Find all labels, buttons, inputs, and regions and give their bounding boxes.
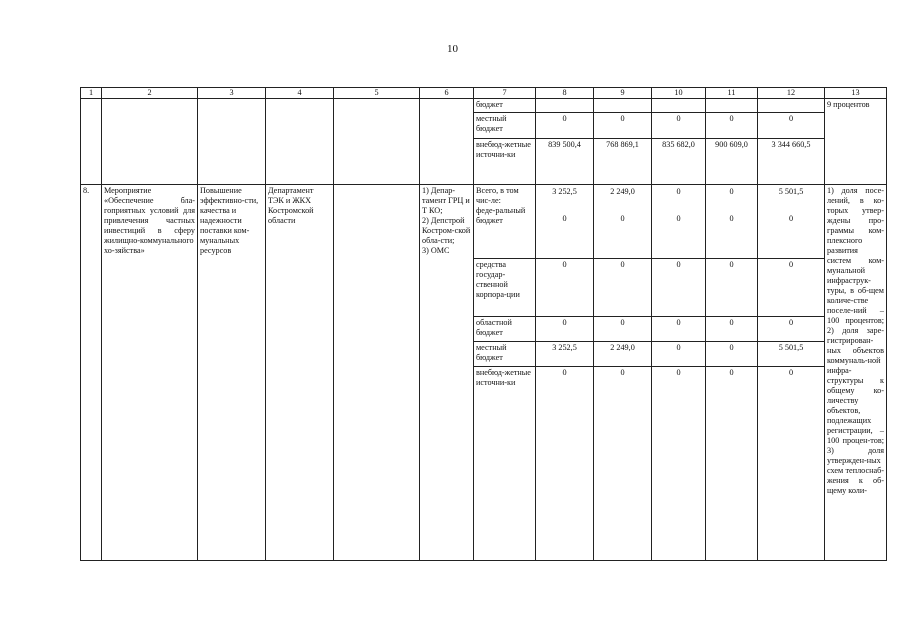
value-cell: 0	[652, 317, 706, 342]
funding-source-total: Всего, в том чис-ле:	[476, 186, 519, 205]
funding-source: областной бюджет	[474, 317, 536, 342]
program-table	[80, 87, 887, 561]
value-cell: 0	[536, 367, 594, 561]
header-cell: 12	[758, 88, 825, 99]
funding-source: местный бюджет	[474, 113, 536, 139]
header-cell: 13	[825, 88, 887, 99]
item-number: 8.	[81, 185, 102, 561]
value-cell: 0	[758, 113, 825, 139]
header-cell: 2	[102, 88, 198, 99]
header-cell: 8	[536, 88, 594, 99]
table-row	[81, 99, 887, 113]
page-number: 10	[447, 43, 458, 55]
header-cell: 10	[652, 88, 706, 99]
value-cell: 0	[758, 367, 825, 561]
header-cell: 11	[706, 88, 758, 99]
value-cell: 0	[652, 259, 706, 317]
header-cell: 1	[81, 88, 102, 99]
header-cell: 7	[474, 88, 536, 99]
executor: 1) Депар-тамент ГРЦ и Т КО;	[422, 186, 470, 215]
value-cell	[594, 185, 652, 259]
value-cell: 3 252,5	[536, 342, 594, 367]
value-cell	[706, 185, 758, 259]
value-cell: 0	[652, 367, 706, 561]
empty-cell	[594, 99, 652, 113]
funding-source: внебюд-жетные источни-ки	[474, 367, 536, 561]
value-cell: 0	[706, 342, 758, 367]
empty-cell	[266, 99, 334, 185]
item-name: Мероприятие «Обеспечение бла-гоприятных условий для привлечения частных инвестиций в сферу жилищно-коммунального хо-зяйства»	[102, 185, 198, 561]
value-cell: 0	[594, 367, 652, 561]
header-cell: 4	[266, 88, 334, 99]
item-responsible: Департамент ТЭК и ЖКХ Костромской области	[266, 185, 334, 561]
value-cell: 0	[706, 113, 758, 139]
value-cell: 0	[536, 317, 594, 342]
value-federal: 0	[562, 214, 567, 223]
value-cell: 3 344 660,5	[758, 139, 825, 185]
funding-source: средства государ-ственной корпора-ции	[474, 259, 536, 317]
empty-cell	[334, 99, 420, 185]
value-cell: 0	[594, 113, 652, 139]
indicator-text: 9 процентов	[825, 99, 887, 185]
value-total: 2 249,0	[610, 187, 635, 196]
value-cell	[652, 185, 706, 259]
funding-source: бюджет	[474, 99, 536, 113]
value-total: 3 252,5	[552, 187, 577, 196]
executor: 2) Депстрой Костром-ской обла-сти;	[422, 216, 471, 245]
value-total: 5 501,5	[778, 187, 804, 196]
header-cell: 5	[334, 88, 420, 99]
empty-cell	[536, 99, 594, 113]
empty-cell	[706, 99, 758, 113]
item-executors	[420, 185, 474, 561]
value-cell: 0	[706, 259, 758, 317]
funding-source: внебюд-жетные источни-ки	[474, 139, 536, 185]
executor: 3) ОМС	[422, 246, 450, 255]
empty-cell	[81, 99, 102, 185]
value-cell: 0	[758, 259, 825, 317]
empty-cell	[758, 99, 825, 113]
value-cell: 835 682,0	[652, 139, 706, 185]
value-cell: 5 501,5	[758, 342, 825, 367]
value-federal: 0	[788, 214, 794, 223]
indicator-text: 1) доля посе-лений, в ко-торых утвер-ждены про-граммы ком-плексного развития систем ком-мунальной инфраструк-туры, в об-щем количе-стве поселе-ний – 100 процентов; 2) доля заре-гистрирован-ных объектов коммуналь-ной инфра-структуры к общему ко-личеству объектов, подлежащих регистрации, – 100 процен-тов; 3) доля утвержден-ных схем теплоснаб-жения к об-щему коли-	[825, 185, 887, 561]
funding-source-federal: феде-ральный бюджет	[476, 206, 526, 225]
value-total: 0	[676, 187, 681, 196]
item-col5	[334, 185, 420, 561]
value-cell: 839 500,4	[536, 139, 594, 185]
value-cell: 0	[652, 113, 706, 139]
header-row	[81, 88, 887, 99]
value-federal: 0	[620, 214, 625, 223]
empty-cell	[652, 99, 706, 113]
value-cell: 0	[706, 367, 758, 561]
value-federal: 0	[729, 214, 734, 223]
value-total: 0	[729, 187, 734, 196]
value-cell: 900 609,0	[706, 139, 758, 185]
value-federal: 0	[676, 214, 681, 223]
value-cell: 0	[706, 317, 758, 342]
funding-source	[474, 185, 536, 259]
value-cell	[758, 185, 825, 259]
empty-cell	[102, 99, 198, 185]
value-cell: 0	[652, 342, 706, 367]
empty-cell	[420, 99, 474, 185]
value-cell: 0	[594, 259, 652, 317]
value-cell: 0	[536, 113, 594, 139]
value-cell: 2 249,0	[594, 342, 652, 367]
table-row	[81, 185, 887, 259]
funding-source: местный бюджет	[474, 342, 536, 367]
value-cell	[536, 185, 594, 259]
header-cell: 3	[198, 88, 266, 99]
header-cell: 9	[594, 88, 652, 99]
value-cell: 0	[536, 259, 594, 317]
empty-cell	[198, 99, 266, 185]
value-cell: 0	[758, 317, 825, 342]
value-cell: 768 869,1	[594, 139, 652, 185]
header-cell: 6	[420, 88, 474, 99]
value-cell: 0	[594, 317, 652, 342]
item-goal: Повышение эффективно-сти, качества и надежности поставки ком-мунальных ресурсов	[198, 185, 266, 561]
